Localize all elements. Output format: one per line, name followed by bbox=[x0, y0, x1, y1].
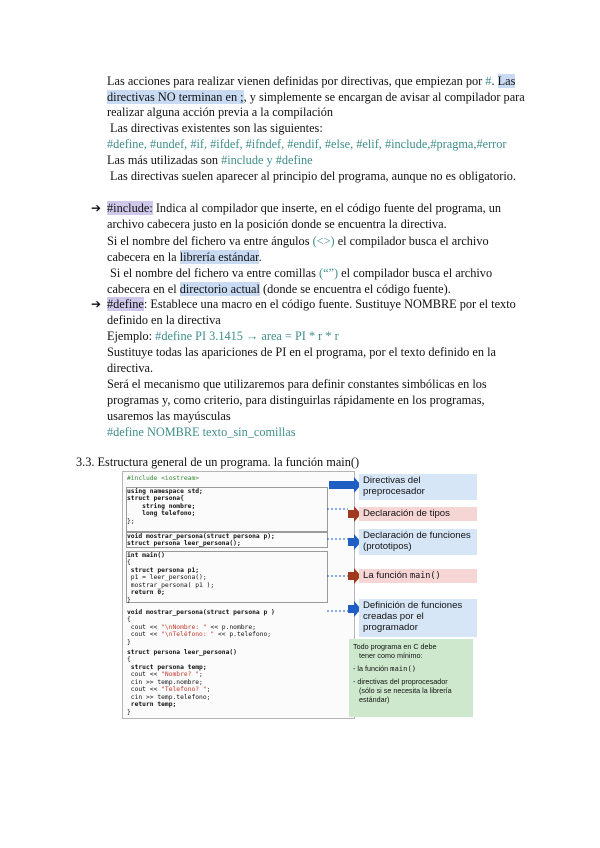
text: cout << bbox=[127, 671, 162, 678]
text: el compilador busca el archivo bbox=[341, 266, 493, 280]
intro-line-6 bbox=[107, 152, 313, 168]
include-keyword: #include: bbox=[107, 201, 153, 215]
text: La función bbox=[363, 570, 410, 581]
intro-line-1 bbox=[107, 73, 515, 89]
define-line-8: usaremos las mayúsculas bbox=[107, 409, 231, 423]
text: struct persona temp; bbox=[127, 664, 207, 671]
text: cabecera en la bbox=[107, 250, 177, 264]
text: struct persona leer_persona() bbox=[127, 649, 237, 656]
text: #include <iostream> bbox=[127, 475, 200, 482]
label-preprocessor: Directivas del preprocesador bbox=[359, 474, 477, 500]
define-line-5: directiva. bbox=[107, 361, 154, 375]
text: { bbox=[127, 656, 131, 663]
note-line bbox=[353, 664, 469, 673]
label-main bbox=[359, 569, 477, 583]
text: struct persona leer_persona(); bbox=[127, 540, 241, 547]
text: return temp; bbox=[127, 701, 177, 708]
text: struct persona p1; bbox=[127, 567, 200, 574]
text: } bbox=[127, 709, 131, 716]
text: cin >> temp.telefono; bbox=[127, 694, 211, 701]
arrow-preproc-icon bbox=[329, 477, 361, 493]
text: ; bbox=[206, 686, 211, 693]
text: Si el nombre del fichero va entre comillas bbox=[110, 266, 316, 280]
directive-list: #define, #undef, #if, #ifdef, #ifndef, #endif, #else, #elif, #include,#pragma,#error bbox=[107, 137, 507, 151]
text: Ejemplo: bbox=[107, 329, 153, 343]
text: using namespace std; bbox=[127, 488, 203, 495]
angle-brackets: (<>) bbox=[312, 234, 335, 248]
text: - la función bbox=[353, 664, 391, 673]
include-line-2: archivo cabecera justo en la posición donde se encuentra la directiva. bbox=[107, 217, 447, 231]
bullet-arrow-icon: ➔ bbox=[91, 201, 102, 215]
text: p1 = leer_persona(); bbox=[127, 574, 207, 581]
text: struct persona{ bbox=[127, 495, 184, 502]
text: mostrar_persona( p1 ); bbox=[127, 582, 215, 589]
string-literal: "Nombre? " bbox=[161, 671, 200, 678]
main-function-name: main() bbox=[390, 664, 417, 673]
text: . bbox=[258, 250, 262, 264]
hash-symbol: # bbox=[485, 74, 492, 88]
define-line-7: programas y, como criterio, para distinguirlas rápidamente en los programas, bbox=[107, 393, 485, 407]
highlight-text: directorio actual bbox=[179, 282, 260, 296]
intro-line-7: Las directivas suelen aparecer al principio del programa, aunque no es obligatorio. bbox=[110, 169, 516, 183]
intro-line-2 bbox=[107, 89, 525, 105]
bullet-arrow-icon: ➔ bbox=[91, 297, 102, 311]
text: } bbox=[127, 597, 131, 604]
text: void mostrar_persona(struct persona p); bbox=[127, 533, 275, 540]
include-line-1 bbox=[107, 200, 501, 216]
text: { bbox=[127, 559, 131, 566]
define-keyword: #define bbox=[107, 297, 144, 311]
include-line-6 bbox=[107, 281, 451, 297]
text: . bbox=[491, 74, 495, 88]
label-types: Declaración de tipos bbox=[359, 507, 477, 521]
text: cout << bbox=[127, 624, 162, 631]
note-line: estándar) bbox=[359, 695, 390, 704]
note-box bbox=[349, 639, 473, 717]
text: cin >> temp.nombre; bbox=[127, 679, 203, 686]
define-line-3 bbox=[107, 328, 339, 344]
include-line-5 bbox=[110, 265, 492, 281]
intro-line-3: realizar alguna acción previa a la compilación bbox=[107, 105, 334, 119]
highlight-text: directivas NO terminan en ; bbox=[107, 90, 244, 104]
define-example: #define PI 3.1415 → area = PI * r * r bbox=[155, 329, 339, 343]
note-line: tener como mínimo: bbox=[359, 651, 423, 660]
define-line-4: Sustituye todas las apariciones de PI en el programa, por el texto definido en la bbox=[107, 345, 496, 359]
string-literal: "\nTeléfono: " bbox=[161, 631, 215, 638]
text: : Establece una macro en el código fuente. Sustituye NOMBRE por el texto bbox=[143, 297, 516, 311]
note-line: - directivas del proprocesador bbox=[353, 677, 448, 686]
include-line-3 bbox=[107, 233, 489, 249]
text: << p.telefono; bbox=[214, 631, 272, 638]
text: el compilador busca el archivo bbox=[337, 234, 489, 248]
text: Las más utilizadas son bbox=[107, 153, 218, 167]
program-structure-figure bbox=[122, 471, 480, 719]
text: << p.nombre; bbox=[206, 624, 256, 631]
define-syntax: #define NOMBRE texto_sin_comillas bbox=[107, 425, 296, 439]
directive-names: #include y #define bbox=[221, 153, 313, 167]
text: long telefono; bbox=[127, 510, 196, 517]
highlight-text: Las bbox=[497, 74, 516, 88]
text: (donde se encuentra el código fuente). bbox=[263, 282, 451, 296]
note-line: Todo programa en C debe bbox=[353, 642, 437, 651]
text: , y simplemente se encargan de avisar al compilador para bbox=[243, 90, 525, 104]
include-line-4 bbox=[107, 249, 262, 265]
text: cabecera en el bbox=[107, 282, 177, 296]
define-line-1 bbox=[107, 296, 516, 312]
text: Las acciones para realizar vienen definidas por directivas, que empiezan por bbox=[107, 74, 483, 88]
text: cout << bbox=[127, 631, 162, 638]
main-function-name: main() bbox=[409, 571, 441, 581]
note-line: (sólo si se necesita la librería bbox=[359, 686, 452, 695]
highlight-text: librería estándar bbox=[179, 250, 259, 264]
text: Indica al compilador que inserte, en el código fuente del programa, un bbox=[152, 201, 502, 215]
string-literal: "Telefono? " bbox=[161, 686, 207, 693]
string-literal: "\nNombre: " bbox=[161, 624, 207, 631]
define-line-2: definido en la directiva bbox=[107, 313, 221, 327]
text: string nombre; bbox=[127, 503, 196, 510]
label-definitions: Definición de funciones creadas por el programador bbox=[359, 599, 477, 637]
quotes: (“”) bbox=[318, 266, 339, 280]
intro-line-4: Las directivas existentes son las siguientes: bbox=[110, 121, 323, 135]
text: cout << bbox=[127, 686, 162, 693]
text: ; bbox=[199, 671, 203, 678]
text: Si el nombre del fichero va entre ángulos bbox=[107, 234, 310, 248]
text: }; bbox=[127, 518, 135, 525]
label-prototypes: Declaración de funciones (prototipos) bbox=[359, 529, 477, 555]
text: void mostrar_persona(struct persona p ) bbox=[127, 609, 275, 616]
text: return 0; bbox=[127, 589, 165, 596]
define-line-6: Será el mecanismo que utilizaremos para definir constantes simbólicas en los bbox=[107, 377, 487, 391]
text: { bbox=[127, 616, 131, 623]
text: } bbox=[127, 639, 131, 646]
text: int main() bbox=[127, 552, 165, 559]
section-title: 3.3. Estructura general de un programa. la función main() bbox=[76, 455, 360, 469]
